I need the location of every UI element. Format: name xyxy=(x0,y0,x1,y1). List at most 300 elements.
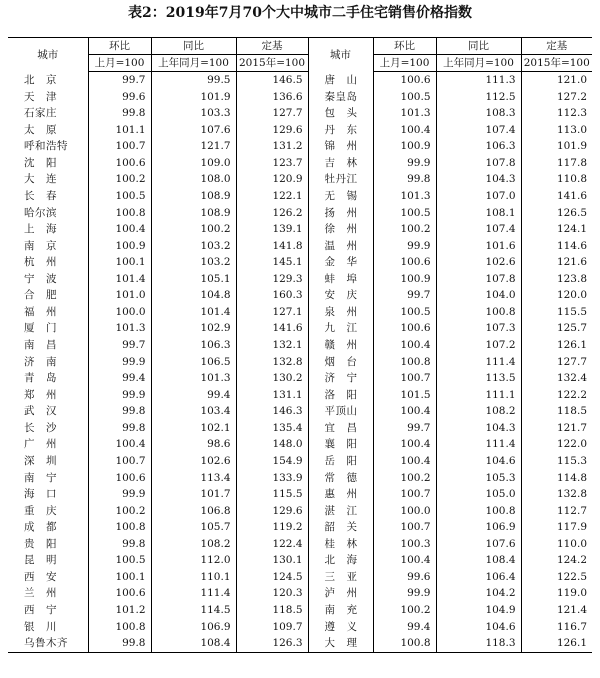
left-base-value: 119.2 xyxy=(236,519,308,536)
right-base-value: 141.6 xyxy=(521,188,592,205)
left-yoy-value: 103.2 xyxy=(151,254,236,271)
left-city-name: 武 汉 xyxy=(24,405,57,418)
left-city-name: 长 沙 xyxy=(24,421,57,434)
left-mom-value: 99.8 xyxy=(88,536,151,553)
left-city-name: 银 川 xyxy=(24,620,57,633)
left-mom-value: 100.9 xyxy=(88,238,151,255)
table-row xyxy=(8,602,592,619)
right-city-name: 常 德 xyxy=(308,470,373,487)
header-yoy-right: 同比 xyxy=(436,38,521,55)
right-base-value: 113.0 xyxy=(521,122,592,139)
right-base-value: 114.8 xyxy=(521,470,592,487)
left-city-name: 西 宁 xyxy=(24,604,57,616)
left-base-value: 130.2 xyxy=(236,370,308,387)
left-yoy-value: 108.4 xyxy=(151,635,236,652)
right-city-name: 扬 州 xyxy=(308,205,373,222)
left-base-value: 120.9 xyxy=(236,171,308,188)
left-city-name: 南 京 xyxy=(24,239,57,252)
left-base-value: 146.5 xyxy=(236,72,308,89)
right-mom-value: 100.3 xyxy=(373,536,436,553)
right-yoy-value: 111.4 xyxy=(436,354,521,371)
right-mom-value: 100.0 xyxy=(373,503,436,520)
right-city-name: 韶 关 xyxy=(308,519,373,536)
left-city-name: 太 原 xyxy=(24,123,57,136)
right-yoy-value: 107.8 xyxy=(436,155,521,172)
right-base-value: 101.9 xyxy=(521,138,592,155)
left-city-name: 合 肥 xyxy=(24,289,57,302)
right-yoy-value: 106.9 xyxy=(436,519,521,536)
right-city-name: 吉 林 xyxy=(308,155,373,172)
left-mom-value: 100.8 xyxy=(88,205,151,222)
left-mom-value: 99.7 xyxy=(88,337,151,354)
right-city-name: 安 庆 xyxy=(308,287,373,304)
subheader-yoy-right: 上年同月=100 xyxy=(436,55,521,72)
right-city-name: 济 宁 xyxy=(308,370,373,387)
right-mom-value: 100.4 xyxy=(373,436,436,453)
right-mom-value: 100.6 xyxy=(373,72,436,89)
left-yoy-value: 110.1 xyxy=(151,569,236,586)
right-city-name: 金 华 xyxy=(308,254,373,271)
table-row xyxy=(8,354,592,371)
right-mom-value: 100.2 xyxy=(373,602,436,619)
subheader-mom-left: 上月=100 xyxy=(88,55,151,72)
left-base-value: 141.6 xyxy=(236,320,308,337)
right-mom-value: 101.3 xyxy=(373,105,436,122)
left-yoy-value: 103.2 xyxy=(151,238,236,255)
table-row xyxy=(8,420,592,437)
left-base-value: 122.1 xyxy=(236,188,308,205)
right-yoy-value: 111.4 xyxy=(436,436,521,453)
right-mom-value: 100.4 xyxy=(373,552,436,569)
right-base-value: 112.3 xyxy=(521,105,592,122)
right-base-value: 121.0 xyxy=(521,72,592,89)
right-yoy-value: 100.8 xyxy=(436,304,521,321)
right-base-value: 123.8 xyxy=(521,271,592,288)
left-city-name: 海 口 xyxy=(24,488,57,501)
left-mom-value: 100.8 xyxy=(88,519,151,536)
right-base-value: 124.1 xyxy=(521,221,592,238)
right-city-name: 洛 阳 xyxy=(308,387,373,404)
left-mom-value: 100.6 xyxy=(88,585,151,602)
right-city-name: 泸 州 xyxy=(308,585,373,602)
left-yoy-value: 103.4 xyxy=(151,403,236,420)
left-base-value: 146.3 xyxy=(236,403,308,420)
left-city-name: 福 州 xyxy=(24,305,57,318)
right-city-name: 大 理 xyxy=(308,635,373,652)
right-base-value: 126.5 xyxy=(521,205,592,222)
left-base-value: 139.1 xyxy=(236,221,308,238)
left-city-name: 石家庄 xyxy=(24,107,57,120)
left-yoy-value: 105.1 xyxy=(151,271,236,288)
right-yoy-value: 107.4 xyxy=(436,221,521,238)
left-yoy-value: 102.9 xyxy=(151,320,236,337)
right-mom-value: 100.4 xyxy=(373,403,436,420)
left-base-value: 129.3 xyxy=(236,271,308,288)
right-city-name: 湛 江 xyxy=(308,503,373,520)
right-base-value: 116.7 xyxy=(521,619,592,636)
header-city-left: 城市 xyxy=(8,38,88,72)
left-yoy-value: 101.3 xyxy=(151,370,236,387)
table-row xyxy=(8,238,592,255)
left-mom-value: 100.6 xyxy=(88,470,151,487)
table-row xyxy=(8,89,592,106)
right-yoy-value: 104.2 xyxy=(436,585,521,602)
right-yoy-value: 113.5 xyxy=(436,370,521,387)
left-base-value: 115.5 xyxy=(236,486,308,503)
right-yoy-value: 104.6 xyxy=(436,453,521,470)
left-base-value: 126.2 xyxy=(236,205,308,222)
left-mom-value: 100.5 xyxy=(88,552,151,569)
header-base-right: 定基 xyxy=(521,38,592,55)
right-city-name: 南 充 xyxy=(308,602,373,619)
right-base-value: 115.5 xyxy=(521,304,592,321)
right-base-value: 119.0 xyxy=(521,585,592,602)
right-yoy-value: 106.3 xyxy=(436,138,521,155)
left-base-value: 133.9 xyxy=(236,470,308,487)
left-base-value: 129.6 xyxy=(236,122,308,139)
left-yoy-value: 105.7 xyxy=(151,519,236,536)
left-yoy-value: 102.1 xyxy=(151,420,236,437)
right-base-value: 120.0 xyxy=(521,287,592,304)
right-mom-value: 99.8 xyxy=(373,171,436,188)
right-base-value: 118.5 xyxy=(521,403,592,420)
right-mom-value: 100.9 xyxy=(373,271,436,288)
left-city-name: 南 昌 xyxy=(24,339,57,351)
right-mom-value: 99.6 xyxy=(373,569,436,586)
left-mom-value: 100.6 xyxy=(88,155,151,172)
right-city-name: 烟 台 xyxy=(308,354,373,371)
right-yoy-value: 107.2 xyxy=(436,337,521,354)
right-city-name: 包 头 xyxy=(308,105,373,122)
right-mom-value: 100.8 xyxy=(373,635,436,652)
left-base-value: 127.7 xyxy=(236,105,308,122)
left-mom-value: 100.4 xyxy=(88,436,151,453)
table-row xyxy=(8,552,592,569)
left-yoy-value: 99.5 xyxy=(151,72,236,89)
right-mom-value: 99.9 xyxy=(373,238,436,255)
left-mom-value: 101.4 xyxy=(88,271,151,288)
left-mom-value: 101.3 xyxy=(88,320,151,337)
right-city-name: 宜 昌 xyxy=(308,420,373,437)
right-city-name: 赣 州 xyxy=(308,337,373,354)
left-yoy-value: 101.9 xyxy=(151,89,236,106)
right-mom-value: 100.7 xyxy=(373,519,436,536)
right-mom-value: 100.2 xyxy=(373,221,436,238)
right-yoy-value: 104.9 xyxy=(436,602,521,619)
right-yoy-value: 107.6 xyxy=(436,536,521,553)
right-yoy-value: 108.4 xyxy=(436,552,521,569)
left-mom-value: 100.7 xyxy=(88,453,151,470)
left-city-name: 深 圳 xyxy=(24,454,57,467)
right-yoy-value: 107.4 xyxy=(436,122,521,139)
right-yoy-value: 118.3 xyxy=(436,635,521,652)
table-row xyxy=(8,287,592,304)
left-yoy-value: 112.0 xyxy=(151,552,236,569)
left-base-value: 141.8 xyxy=(236,238,308,255)
left-yoy-value: 106.5 xyxy=(151,354,236,371)
right-base-value: 132.4 xyxy=(521,370,592,387)
right-city-name: 锦 州 xyxy=(308,138,373,155)
left-yoy-value: 106.9 xyxy=(151,619,236,636)
right-mom-value: 100.5 xyxy=(373,205,436,222)
left-city-name: 西 安 xyxy=(24,570,57,583)
left-yoy-value: 103.3 xyxy=(151,105,236,122)
left-base-value: 135.4 xyxy=(236,420,308,437)
table-row xyxy=(8,320,592,337)
left-base-value: 123.7 xyxy=(236,155,308,172)
left-city-name: 贵 阳 xyxy=(24,537,57,550)
table-row xyxy=(8,72,592,89)
left-mom-value: 100.0 xyxy=(88,304,151,321)
right-yoy-value: 102.6 xyxy=(436,254,521,271)
right-base-value: 126.1 xyxy=(521,337,592,354)
left-city-name: 昆 明 xyxy=(24,554,57,567)
left-city-name: 郑 州 xyxy=(24,388,57,401)
left-city-name: 厦 门 xyxy=(24,322,57,335)
right-base-value: 122.5 xyxy=(521,569,592,586)
right-city-name: 温 州 xyxy=(308,238,373,255)
left-yoy-value: 114.5 xyxy=(151,602,236,619)
left-city-name: 长 春 xyxy=(24,189,57,202)
left-city-name: 北 京 xyxy=(24,73,57,86)
left-yoy-value: 102.6 xyxy=(151,453,236,470)
left-yoy-value: 98.6 xyxy=(151,436,236,453)
table-row xyxy=(8,122,592,139)
left-yoy-value: 106.3 xyxy=(151,337,236,354)
header-mom-right: 环比 xyxy=(373,38,436,55)
table-row xyxy=(8,619,592,636)
right-city-name: 三 亚 xyxy=(308,569,373,586)
table-row xyxy=(8,271,592,288)
right-base-value: 121.7 xyxy=(521,420,592,437)
right-base-value: 112.7 xyxy=(521,503,592,520)
left-yoy-value: 101.7 xyxy=(151,486,236,503)
right-city-name: 桂 林 xyxy=(308,536,373,553)
left-city-name: 济 南 xyxy=(24,355,57,368)
left-base-value: 109.7 xyxy=(236,619,308,636)
left-base-value: 132.8 xyxy=(236,354,308,371)
right-yoy-value: 101.6 xyxy=(436,238,521,255)
right-mom-value: 101.5 xyxy=(373,387,436,404)
table-row xyxy=(8,470,592,487)
right-mom-value: 99.9 xyxy=(373,155,436,172)
right-mom-value: 100.4 xyxy=(373,122,436,139)
left-city-name: 呼和浩特 xyxy=(24,140,68,153)
left-yoy-value: 100.2 xyxy=(151,221,236,238)
left-base-value: 132.1 xyxy=(236,337,308,354)
right-base-value: 117.8 xyxy=(521,155,592,172)
left-yoy-value: 111.4 xyxy=(151,585,236,602)
header-base-left: 定基 xyxy=(236,38,308,55)
right-yoy-value: 105.3 xyxy=(436,470,521,487)
left-yoy-value: 113.4 xyxy=(151,470,236,487)
right-mom-value: 100.5 xyxy=(373,304,436,321)
left-base-value: 154.9 xyxy=(236,453,308,470)
right-mom-value: 100.6 xyxy=(373,254,436,271)
right-mom-value: 100.5 xyxy=(373,89,436,106)
table-row xyxy=(8,486,592,503)
table-row xyxy=(8,188,592,205)
table-row xyxy=(8,519,592,536)
left-mom-value: 99.8 xyxy=(88,403,151,420)
table-body xyxy=(8,72,592,653)
left-yoy-value: 101.4 xyxy=(151,304,236,321)
left-mom-value: 99.8 xyxy=(88,105,151,122)
right-yoy-value: 106.4 xyxy=(436,569,521,586)
table-row xyxy=(8,503,592,520)
left-city-name: 南 宁 xyxy=(24,471,57,484)
table-row xyxy=(8,105,592,122)
left-mom-value: 100.4 xyxy=(88,221,151,238)
right-city-name: 岳 阳 xyxy=(308,453,373,470)
left-mom-value: 100.1 xyxy=(88,569,151,586)
right-yoy-value: 105.0 xyxy=(436,486,521,503)
left-mom-value: 101.0 xyxy=(88,287,151,304)
right-base-value: 122.2 xyxy=(521,387,592,404)
right-city-name: 泉 州 xyxy=(308,304,373,321)
table-title: 表2：2019年7月70个大中城市二手住宅销售价格指数 xyxy=(128,5,472,21)
right-yoy-value: 108.3 xyxy=(436,105,521,122)
right-yoy-value: 111.1 xyxy=(436,387,521,404)
right-city-name: 秦皇岛 xyxy=(308,89,373,106)
right-city-name: 遵 义 xyxy=(308,619,373,636)
left-mom-value: 100.5 xyxy=(88,188,151,205)
table-row xyxy=(8,403,592,420)
left-mom-value: 100.2 xyxy=(88,171,151,188)
left-mom-value: 101.2 xyxy=(88,602,151,619)
table-row xyxy=(8,569,592,586)
left-city-name: 乌鲁木齐 xyxy=(8,635,88,652)
right-yoy-value: 108.1 xyxy=(436,205,521,222)
right-mom-value: 100.7 xyxy=(373,370,436,387)
left-city-name: 成 都 xyxy=(24,521,57,534)
table-row xyxy=(8,221,592,238)
left-base-value: 148.0 xyxy=(236,436,308,453)
right-city-name: 惠 州 xyxy=(308,486,373,503)
left-base-value: 124.5 xyxy=(236,569,308,586)
right-base-value: 110.0 xyxy=(521,536,592,553)
right-city-name: 蚌 埠 xyxy=(308,271,373,288)
subheader-base-right: 2015年=100 xyxy=(521,55,592,72)
left-base-value: 131.2 xyxy=(236,138,308,155)
left-yoy-value: 104.8 xyxy=(151,287,236,304)
left-mom-value: 99.9 xyxy=(88,354,151,371)
left-mom-value: 99.8 xyxy=(88,420,151,437)
subheader-row xyxy=(8,55,592,72)
right-mom-value: 100.8 xyxy=(373,354,436,371)
right-mom-value: 100.7 xyxy=(373,486,436,503)
right-base-value: 110.8 xyxy=(521,171,592,188)
left-mom-value: 100.2 xyxy=(88,503,151,520)
right-base-value: 127.7 xyxy=(521,354,592,371)
header-city-right: 城市 xyxy=(308,38,373,72)
header-mom-left: 环比 xyxy=(88,38,151,55)
left-yoy-value: 99.4 xyxy=(151,387,236,404)
left-yoy-value: 106.8 xyxy=(151,503,236,520)
left-city-name: 上 海 xyxy=(24,223,57,236)
right-city-name: 唐 山 xyxy=(308,72,373,89)
left-yoy-value: 121.7 xyxy=(151,138,236,155)
right-yoy-value: 111.3 xyxy=(436,72,521,89)
left-city-name: 哈尔滨 xyxy=(24,206,57,219)
left-mom-value: 100.8 xyxy=(88,619,151,636)
right-city-name: 九 江 xyxy=(308,320,373,337)
right-yoy-value: 104.6 xyxy=(436,619,521,636)
left-base-value: 126.3 xyxy=(236,635,308,652)
right-mom-value: 100.4 xyxy=(373,453,436,470)
right-mom-value: 101.3 xyxy=(373,188,436,205)
left-city-name: 大 连 xyxy=(24,173,57,186)
table-row xyxy=(8,387,592,404)
left-city-name: 宁 波 xyxy=(24,272,57,285)
right-yoy-value: 104.3 xyxy=(436,420,521,437)
right-mom-value: 99.7 xyxy=(373,287,436,304)
right-base-value: 121.6 xyxy=(521,254,592,271)
left-mom-value: 99.6 xyxy=(88,89,151,106)
header-yoy-left: 同比 xyxy=(151,38,236,55)
left-base-value: 160.3 xyxy=(236,287,308,304)
left-city-name: 天 津 xyxy=(24,90,57,103)
right-base-value: 122.0 xyxy=(521,436,592,453)
left-mom-value: 99.4 xyxy=(88,370,151,387)
left-yoy-value: 108.9 xyxy=(151,188,236,205)
right-base-value: 132.8 xyxy=(521,486,592,503)
right-mom-value: 100.2 xyxy=(373,470,436,487)
right-mom-value: 99.4 xyxy=(373,619,436,636)
right-city-name: 平顶山 xyxy=(308,403,373,420)
table-row xyxy=(8,254,592,271)
left-base-value: 145.1 xyxy=(236,254,308,271)
right-mom-value: 100.9 xyxy=(373,138,436,155)
right-city-name: 丹 东 xyxy=(308,122,373,139)
right-base-value: 125.7 xyxy=(521,320,592,337)
table-row xyxy=(8,635,592,652)
left-base-value: 127.1 xyxy=(236,304,308,321)
left-mom-value: 99.8 xyxy=(88,635,151,652)
table-row xyxy=(8,436,592,453)
table-row xyxy=(8,453,592,470)
left-base-value: 136.6 xyxy=(236,89,308,106)
left-base-value: 131.1 xyxy=(236,387,308,404)
left-base-value: 118.5 xyxy=(236,602,308,619)
right-base-value: 127.2 xyxy=(521,89,592,106)
left-city-name: 重 庆 xyxy=(24,504,57,517)
right-yoy-value: 108.2 xyxy=(436,403,521,420)
left-yoy-value: 108.9 xyxy=(151,205,236,222)
table-row xyxy=(8,536,592,553)
left-yoy-value: 108.0 xyxy=(151,171,236,188)
right-mom-value: 100.6 xyxy=(373,320,436,337)
table-row xyxy=(8,205,592,222)
right-base-value: 124.2 xyxy=(521,552,592,569)
right-yoy-value: 107.8 xyxy=(436,271,521,288)
right-base-value: 114.6 xyxy=(521,238,592,255)
right-base-value: 121.4 xyxy=(521,602,592,619)
right-city-name: 徐 州 xyxy=(308,221,373,238)
left-city-name: 兰 州 xyxy=(24,587,57,600)
right-mom-value: 100.4 xyxy=(373,337,436,354)
left-mom-value: 100.1 xyxy=(88,254,151,271)
left-city-name: 青 岛 xyxy=(24,372,57,385)
right-base-value: 115.3 xyxy=(521,453,592,470)
right-yoy-value: 107.0 xyxy=(436,188,521,205)
left-mom-value: 100.7 xyxy=(88,138,151,155)
right-base-value: 117.9 xyxy=(521,519,592,536)
table-row xyxy=(8,155,592,172)
right-yoy-value: 100.8 xyxy=(436,503,521,520)
header-row xyxy=(8,38,592,55)
right-city-name: 襄 阳 xyxy=(308,436,373,453)
